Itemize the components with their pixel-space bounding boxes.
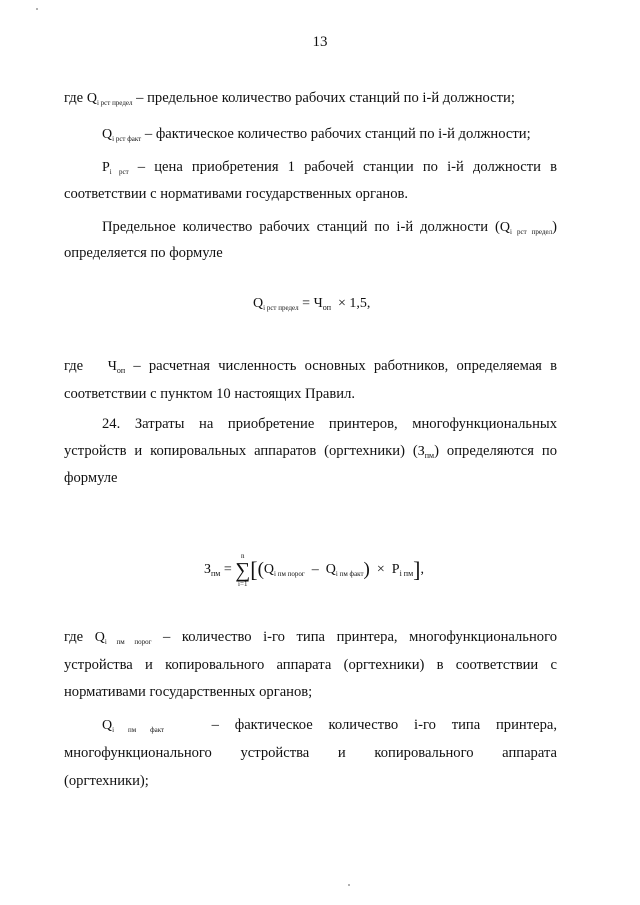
- definition-q-porog-line1: где $Q_{i пм порог}$ – количество i-го типа принтера, многофункционального: [64, 629, 557, 646]
- paragraph-24-line1: 24. Затраты на приобретение принтеров, многофункциональных: [102, 416, 557, 432]
- paragraph-predel-line1: Предельное количество рабочих станций по i-й должности $(Q_{i рст предел})$: [102, 219, 557, 236]
- definition-q-porog-line2: устройства и копировального аппарата (оргтехники) в соответствии с: [64, 657, 557, 673]
- definition-p-rst-line2: соответствии с нормативами государственных органов.: [64, 186, 409, 202]
- paragraph-predel-line2: определяется по формуле: [64, 245, 223, 261]
- sum-symbol: n ∑ i=1: [235, 552, 251, 588]
- symbol-p: $P_{i рст}$: [102, 160, 129, 176]
- definition-q-pm-fakt-line1: $Q_{i пм факт}$ – фактическое количество i-го типа принтера,: [102, 717, 557, 734]
- scan-speck: [36, 8, 38, 10]
- paragraph-24-line3: формуле: [64, 470, 118, 486]
- page-number: 13: [312, 34, 328, 50]
- paragraph-24-line2: устройств и копировальных аппаратов (оргтехники) $(З_{пм})$ определяются по: [64, 443, 557, 460]
- formula-z-pm: $З_{пм}$ = n ∑ i=1 $[(Q_{i пм порог} - Q_{i пм факт}) \times P_{i пм}]$,: [204, 552, 424, 588]
- definition-ch-op-line2: соответствии с пунктом 10 настоящих Правил.: [64, 386, 355, 402]
- definition-q-pm-fakt-line3: (оргтехники);: [64, 773, 149, 789]
- definition-q-rst-predel: где $Q_{i рст предел}$ – предельное количество рабочих станций по i-й должности;: [64, 90, 515, 107]
- definition-q-pm-fakt-line2: многофункционального устройства и копировального аппарата: [64, 745, 557, 761]
- scan-speck: [348, 884, 350, 886]
- symbol-q: $Q_{i рст факт}$: [102, 127, 142, 143]
- symbol-q: $Q_{i рст предел}$: [86, 91, 133, 107]
- definition-ch-op-line1: где $Ч_{оп}$ – расчетная численность основных работников, определяемая в: [64, 358, 557, 375]
- definition-q-rst-fakt: $Q_{i рст факт}$ – фактическое количество рабочих станций по i-й должности;: [102, 126, 531, 143]
- definition-q-porog-line3: нормативами государственных органов;: [64, 684, 313, 700]
- definition-p-rst-line1: $P_{i рст}$ – цена приобретения 1 рабочей станции по i-й должности в: [102, 159, 557, 176]
- formula-q-predel: $Q_{i рст предел} = Ч_{оп} \times 1,5$,: [253, 296, 371, 312]
